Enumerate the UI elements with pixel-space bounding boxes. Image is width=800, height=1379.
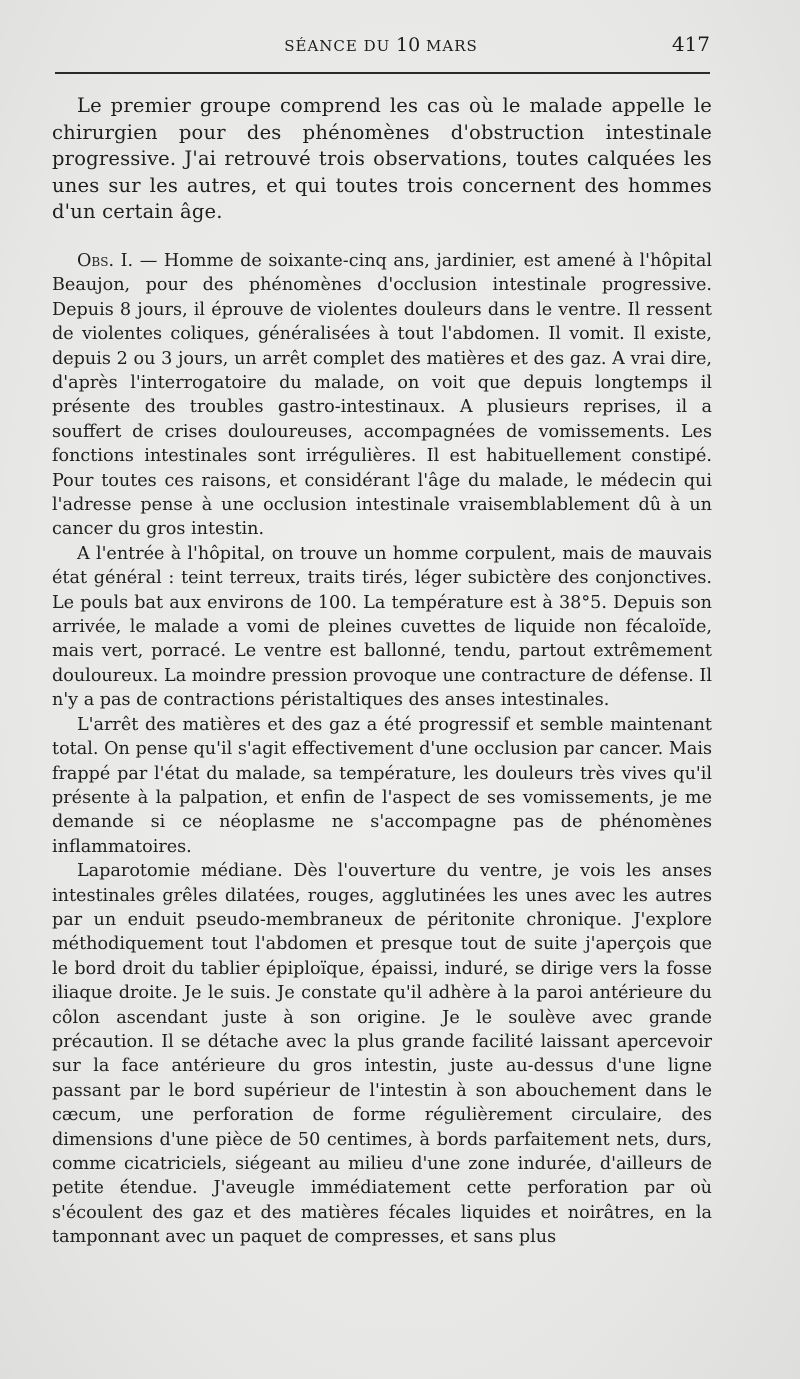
observation-paragraph-2: A l'entrée à l'hôpital, on trouve un homme corpulent, mais de mauvais état général : teint terreux, traits tirés, léger subictère des conjonctives. Le pouls bat aux environs de 100. La température est à 38°5. Depuis son arrivée, le malade a vomi de pleines cuvettes de liquide non fécaloïde, mais vert, porracé. Le ventre est ballonné, tendu, partout extrêmement douloureux. La moindre pression provoque une contracture de défense. Il n'y a pas de contractions péristaltiques des anses intestinales. (52, 543, 712, 711)
observation-label: Obs. I. (77, 250, 134, 271)
running-head-number: 10 (396, 34, 421, 56)
lead-paragraph: Le premier groupe comprend les cas où le malade appelle le chirurgien pour des phénomènes d'obstruction intestinale progressive. J'ai retrouvé trois observations, toutes calquées les unes sur les autres, et qui toutes trois concernent des hommes d'un certain âge. (52, 94, 712, 224)
running-head (52, 34, 710, 56)
observation-paragraph-4: Laparotomie médiane. Dès l'ouverture du ventre, je vois les anses intestinales grêles dilatées, rouges, agglutinées les unes avec les autres par un enduit pseudo-membraneux de péritonite chronique. J'explore méthodiquement tout l'abdomen et presque tout de suite j'aperçois que le bord droit du tablier épiploïque, épaissi, induré, se dirige vers la fosse iliaque droite. Je le suis. Je constate qu'il adhère à la paroi antérieure du côlon ascendant juste à son origine. Je le soulève avec grande précaution. Il se détache avec la plus grande facilité laissant apercevoir sur la face antérieure du gros intestin, juste au-dessus d'une ligne passant par le bord supérieur de l'intestin à son abouchement dans le cæcum, une perforation de forme régulièrement circulaire, des dimensions d'une pièce de 50 centimes, à bords parfaitement nets, durs, comme cicatriciels, siégeant au milieu d'une zone indurée, d'ailleurs de petite étendue. J'aveugle immédiatement cette perforation par où s'écoulent des gaz et des matières fécales liquides et noirâtres, en la tamponnant avec un paquet de compresses, et sans plus (52, 861, 712, 1248)
running-head-pre: SÉANCE DU (284, 37, 397, 55)
observation-paragraph-1 (52, 249, 712, 542)
body-text (52, 93, 712, 1250)
running-head-post: MARS (420, 37, 478, 55)
page-number: 417 (671, 32, 710, 56)
page-header (52, 34, 710, 60)
header-rule (55, 72, 710, 74)
observation-paragraph-1-text: — Homme de soixante-cinq ans, jardinier, est amené à l'hôpital Beaujon, pour des phénomènes d'occlusion intestinale progressive. Depuis 8 jours, il éprouve de violentes douleurs dans le ventre. Il ressent de violentes coliques, généralisées à tout l'abdomen. Il vomit. Il existe, depuis 2 ou 3 jours, un arrêt complet des matières et des gaz. A vrai dire, d'après l'interrogatoire du malade, on voit que depuis longtemps il présente des troubles gastro-intestinaux. A plusieurs reprises, il a souffert de crises douloureuses, accompagnées de vomissements. Les fonctions intestinales sont irrégulières. Il est habituellement constipé. Pour toutes ces raisons, et considérant l'âge du malade, le médecin qui l'adresse pense à une occlusion intestinale vraisemblablement dû à un cancer du gros intestin. (52, 250, 712, 540)
observation-paragraph-3: L'arrêt des matières et des gaz a été progressif et semble maintenant total. On pense qu'il s'agit effectivement d'une occlusion par cancer. Mais frappé par l'état du malade, sa température, les douleurs très vives qu'il présente à la palpation, et enfin de l'aspect de ses vomissements, je me demande si ce néoplasme ne s'accompagne pas de phénomènes inflammatoires. (52, 714, 712, 857)
